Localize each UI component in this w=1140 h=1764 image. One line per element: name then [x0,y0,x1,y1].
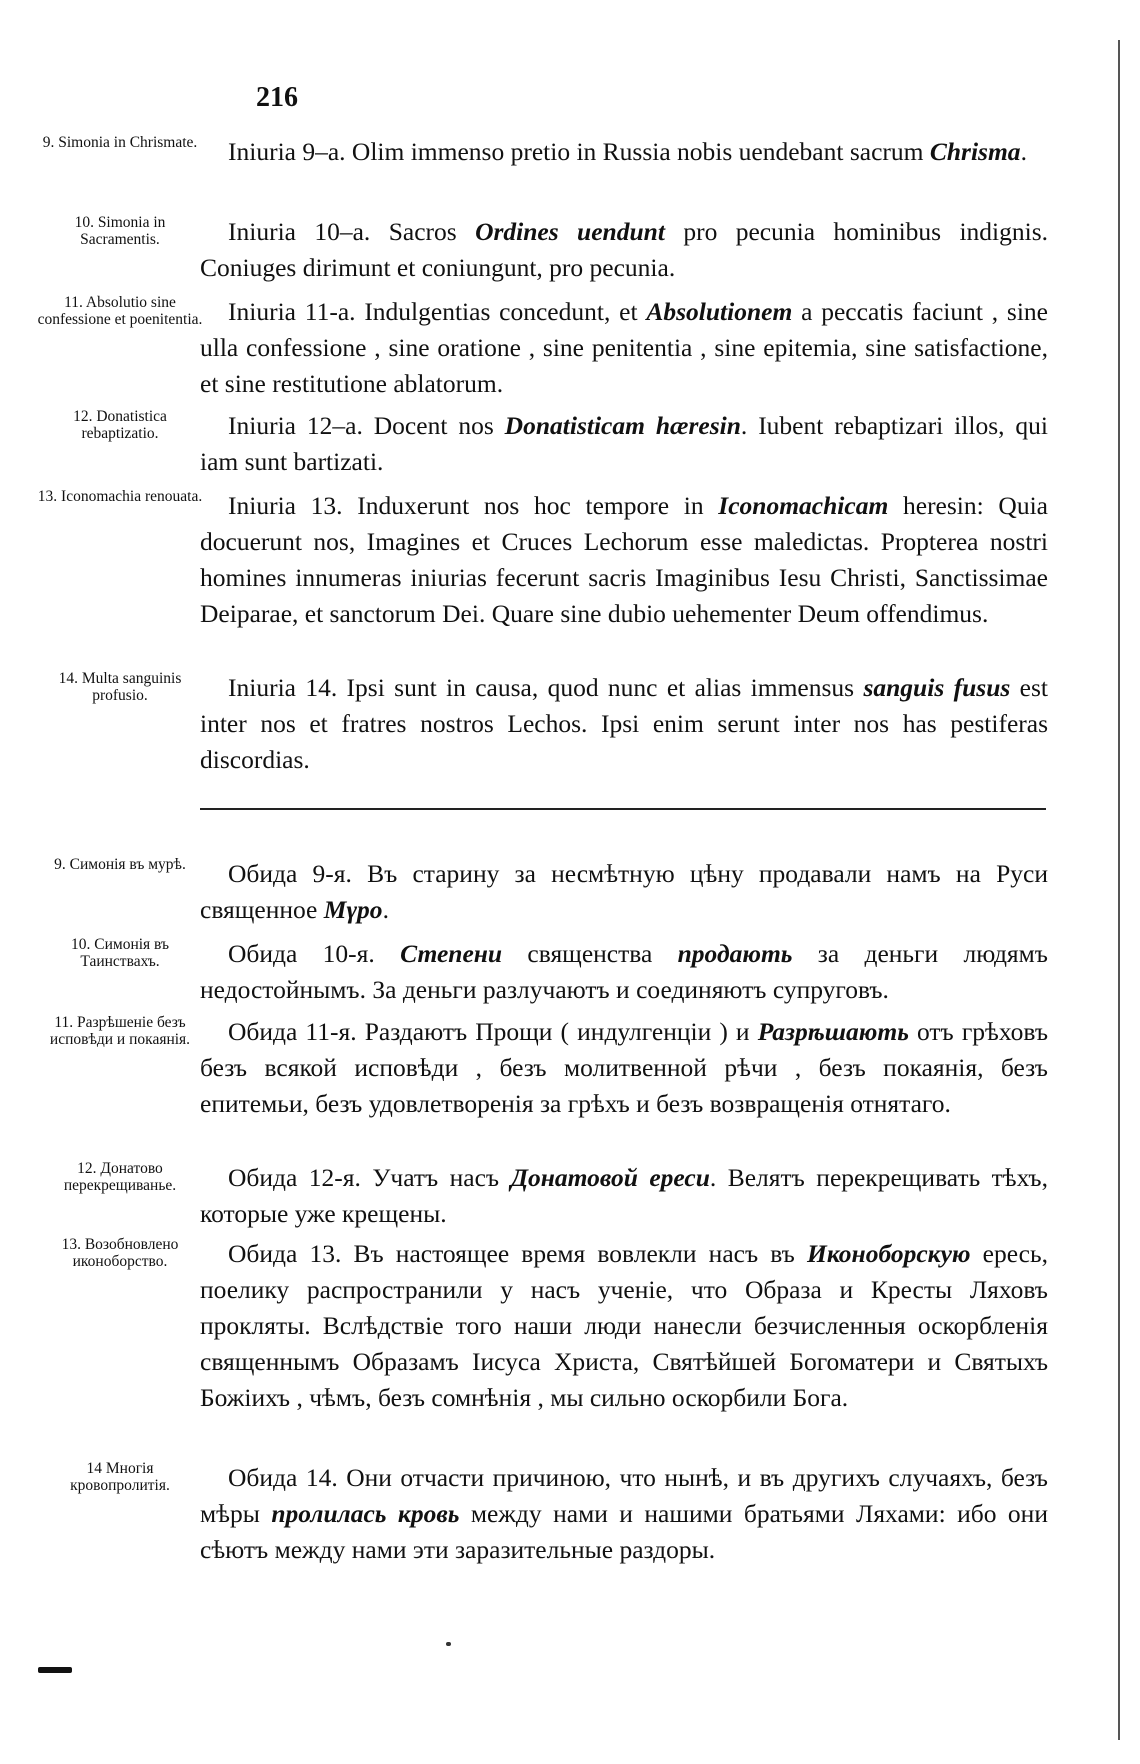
margin-note: 10. Simonia in Sacramentis. [74,214,166,248]
entry-lead: Обида 9-я. [228,859,352,888]
entry-lead: Iniuria 10–a. [228,217,371,246]
ink-blot [38,1667,72,1673]
entry-lead: Обида 12-я. [228,1163,361,1192]
margin-note: 13. Возобновлено иконоборство. [61,1236,179,1270]
entry-lead: Обида 11-я. [228,1017,357,1046]
margin-note: 11. Разрѣшеніе безъ исповѣди и покаянія. [49,1014,191,1048]
page-edge-rule [1118,40,1120,1740]
entry-text: Iniuria 11-a. Indulgentias concedunt, et Absolutionem a peccatis faciunt , sine ulla confessione , sine oratione , sine penitentia , sine epitemia, sine satisfactione, et sine restitutione ablatorum. [200,297,1049,398]
entry-lead: Обида 13. [228,1239,342,1268]
entry-text: Обида 14. Они отчасти причиною, что нынѣ, и въ другихъ случаяхъ, безъ мѣры пролилась кровь между нами и нашими братьями Ляхами: ибо они сѣютъ между нами эти заразительные раздоры. [200,1463,1048,1564]
margin-note: 12. Donatistica rebaptizatio. [73,408,167,442]
margin-note: 9. Симонія въ мурѣ. [54,856,186,873]
margin-note: 9. Simonia in Chrismate. [42,134,198,151]
margin-note: 14 Многія кровопролитія. [70,1460,170,1494]
entry-text: Обида 12-я. Учатъ насъ Донатовой ереси. Велятъ перекрещивать тѣхъ, которые уже крещены. [200,1163,1048,1228]
entry-text: Iniuria 9–a. Olim immenso pretio in Russia nobis uendebant sacrum Chrisma. [228,137,1027,166]
ink-dot [446,1642,451,1646]
entry-lead: Iniuria 13. [228,491,343,520]
entry-lead: Iniuria 9–a. [228,137,346,166]
margin-note: 14. Multa sanguinis profusio. [58,670,182,704]
entry-text: Обида 10-я. Степени священства продають за деньги людямъ недостойнымъ. За деньги разлучаютъ и соединяютъ супруговъ. [200,939,1048,1004]
entry-lead: Обида 14. [228,1463,338,1492]
entry-text: Обида 11-я. Раздаютъ Прощи ( индулгенціи ) и Разрѣшають отъ грѣховъ безъ всякой исповѣди , безъ молитвенной рѣчи , безъ покаянія, безъ епитемьи, безъ удовлетворенія за грѣхъ и безъ возвращенія отнятаго. [200,1017,1049,1118]
entry-text: Iniuria 10–a. Sacros Ordines uendunt pro pecunia hominibus indignis. Coniuges dirimunt et coniungunt, pro pecunia. [200,217,1049,282]
entry-lead: Iniuria 14. [228,673,338,702]
entry-lead: Iniuria 11-a. [228,297,356,326]
entry-text: Обида 9-я. Въ старину за несмѣтную цѣну продавали намъ на Руси священное Мγро. [200,859,1048,924]
entry-text: Iniuria 14. Ipsi sunt in causa, quod nunc et alias immensus sanguis fusus est inter nos et fratres nostros Lechos. Ipsi enim serunt inter nos has pestiferas discordias. [200,673,1048,774]
margin-note: 13. Iconomachia renouata. [37,488,203,505]
margin-note: 10. Симонія въ Таинствахъ. [71,936,169,970]
entry-text: Iniuria 12–a. Docent nos Donatisticam hæresin. Iubent rebaptizari illos, qui iam sunt bartizati. [200,411,1048,476]
section-divider [200,808,1046,810]
entry-lead: Iniuria 12–a. [228,411,363,440]
margin-note: 12. Донатово перекрещиванье. [63,1160,177,1194]
entry-text: Iniuria 13. Induxerunt nos hoc tempore in Iconomachicam heresin: Quia docuerunt nos, Imagines et Cruces Lechorum esse maledictas. Propterea nostri homines innumeras iniurias fecerunt sacris Imaginibus Iesu Christi, Sanctissimae Deiparae, et sanctorum Dei. Quare sine dubio uehementer Deum offendimus. [200,491,1048,628]
entry-lead: Обида 10-я. [228,939,375,968]
margin-note: 11. Absolutio sine confessione et poenitentia. [37,294,203,328]
page-number: 216 [256,82,298,113]
entry-text: Обида 13. Въ настоящее время вовлекли насъ въ Иконоборскую ересь, поелику распространили у насъ ученіе, что Образа и Кресты Ляховъ прокляты. Вслѣдствіе того наши люди нанесли безчисленныя оскорбленія священнымъ Образамъ Іисуса Христа, Святѣйшей Богоматери и Святыхъ Божіихъ , чѣмъ, безъ сомнѣнія , мы сильно оскорбили Бога. [200,1239,1048,1412]
